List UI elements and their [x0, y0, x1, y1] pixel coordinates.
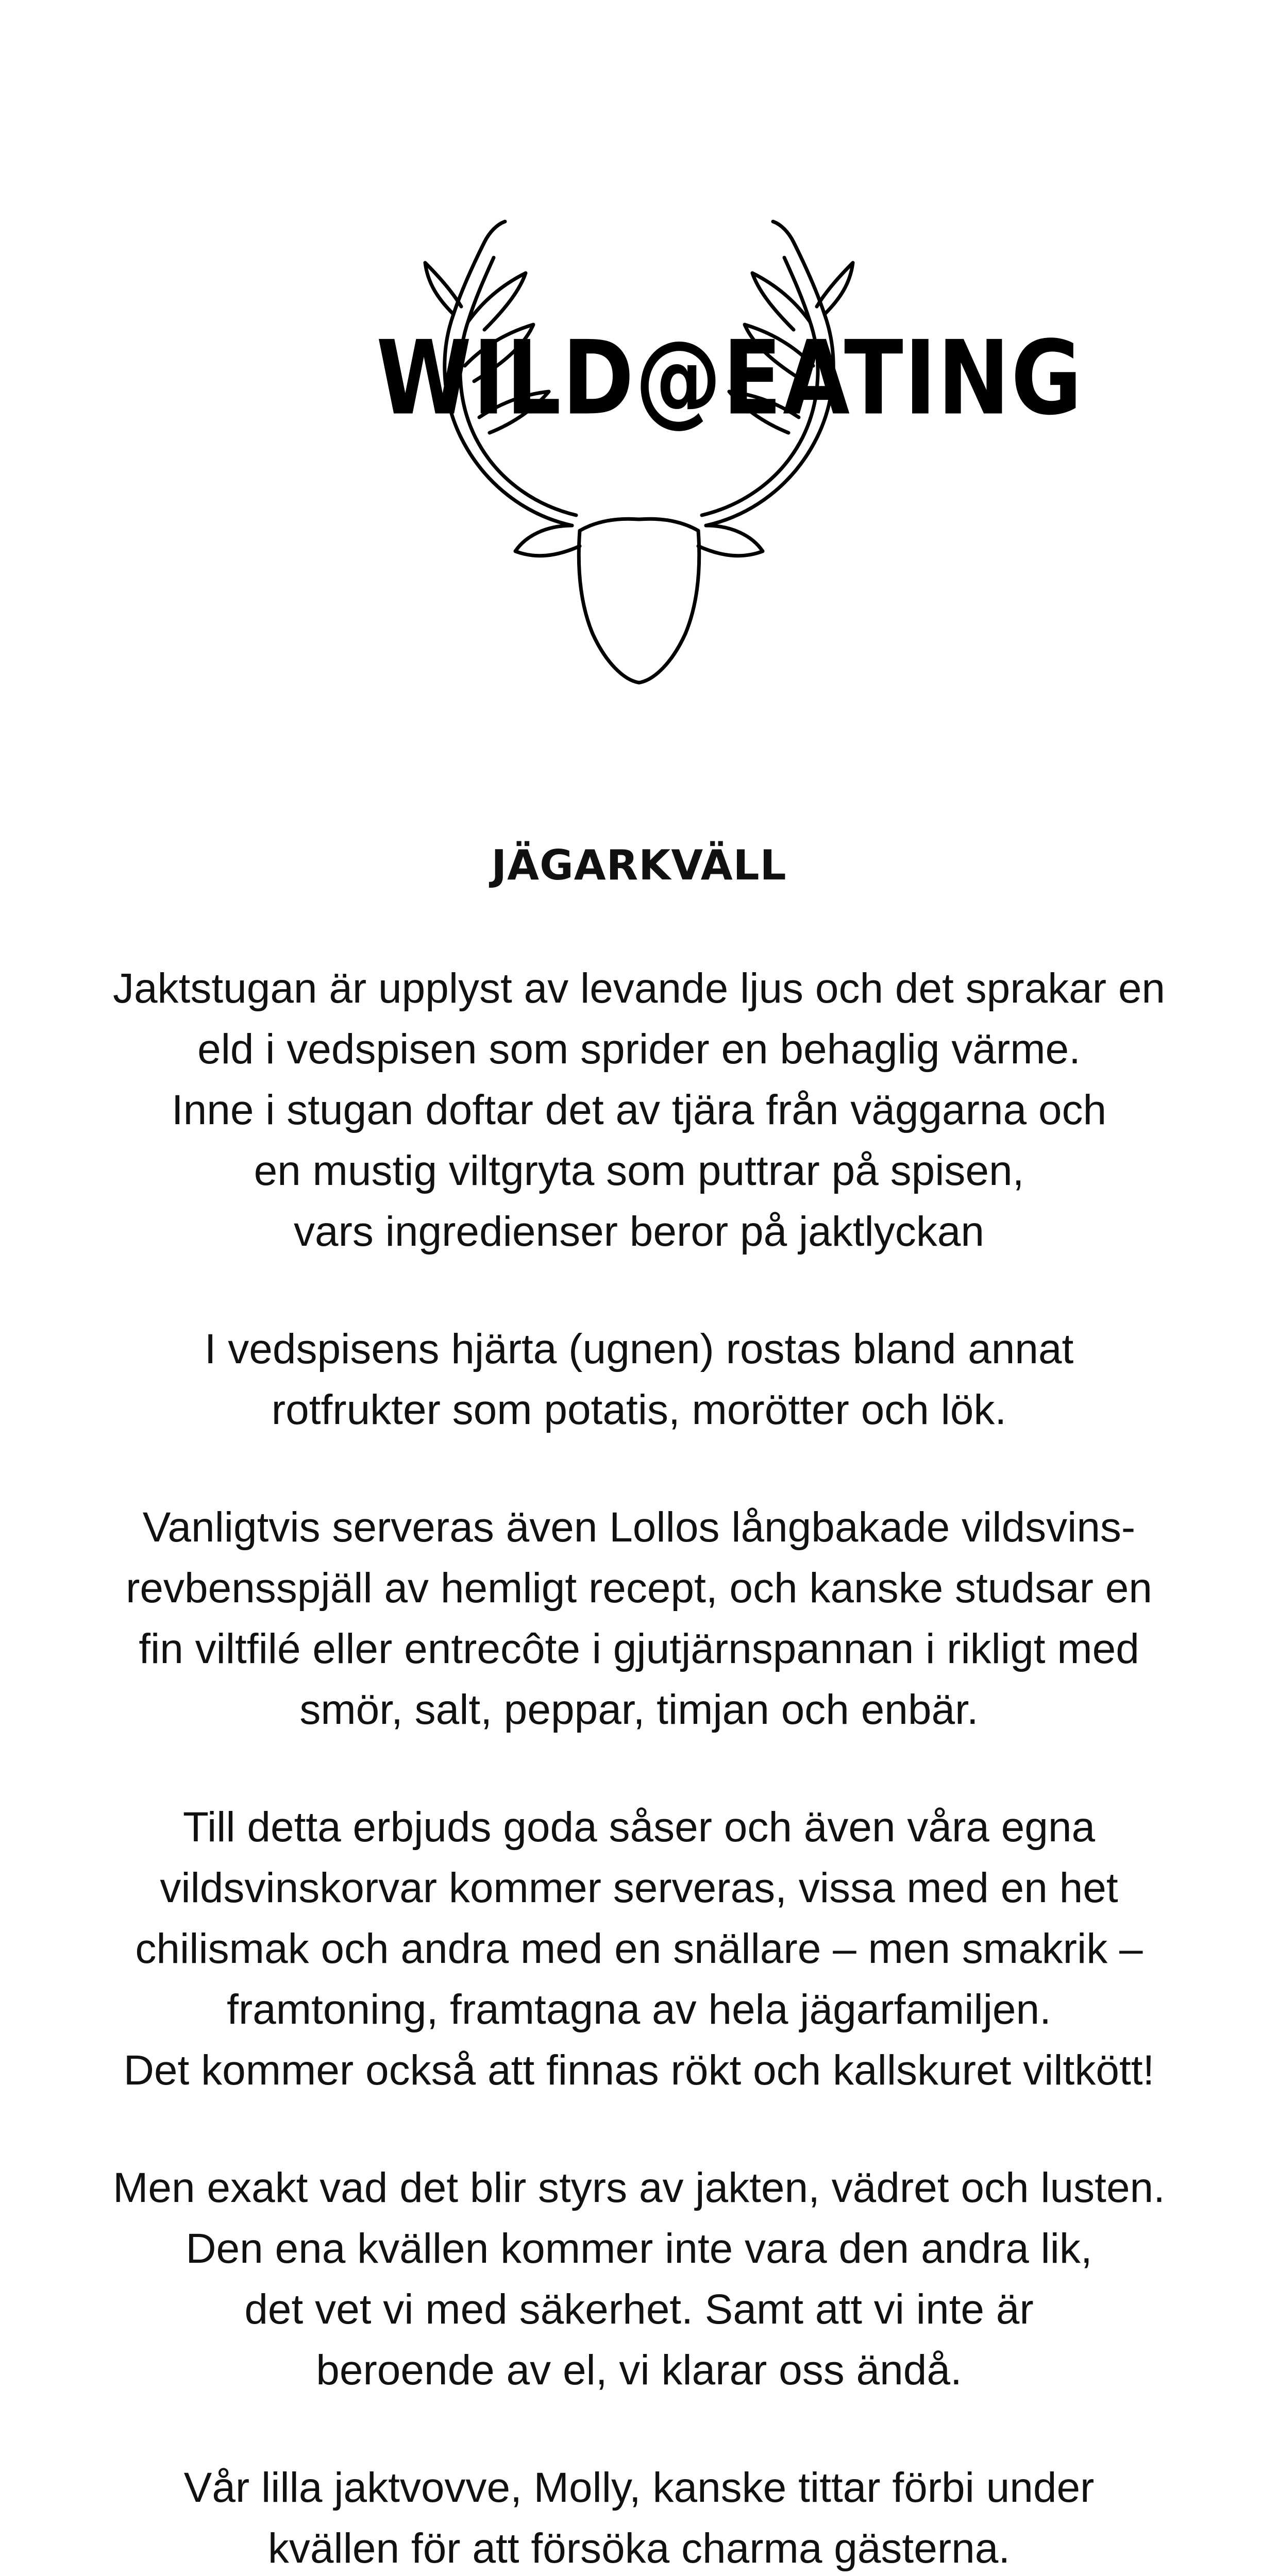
- text-line: revbensspjäll av hemligt recept, och kanske studsar en: [126, 1565, 1152, 1612]
- text-line: framtoning, framtagna av hela jägarfamiljen.: [227, 1986, 1051, 2033]
- text-line: rotfrukter som potatis, morötter och lök.: [271, 1386, 1007, 1433]
- text-line: smör, salt, peppar, timjan och enbär.: [299, 1686, 979, 1733]
- deer-head-antlers-icon: [330, 196, 1083, 701]
- text-line: chilismak och andra med en snällare – men smakrik –: [135, 1925, 1143, 1972]
- text-line: Vår lilla jaktvovve, Molly, kanske tittar förbi under: [183, 2464, 1095, 2511]
- text-line: kvällen för att försöka charma gästerna.: [267, 2525, 1011, 2572]
- brand-wordmark: WILD@EATING: [376, 318, 1083, 438]
- paragraph-dog: [72, 2458, 1206, 2576]
- text-line: Till detta erbjuds goda såser och även våra egna: [182, 1804, 1096, 1851]
- text-line: Inne i stugan doftar det av tjära från väggarna och: [171, 1087, 1107, 1133]
- page-title: JÄGARKVÄLL: [491, 841, 787, 889]
- text-line: Jaktstugan är upplyst av levande ljus och det sprakar en: [112, 965, 1166, 1012]
- text-line: eld i vedspisen som sprider en behaglig värme.: [197, 1026, 1081, 1073]
- body-text: [72, 958, 1206, 2576]
- text-line: beroende av el, vi klarar oss ändå.: [316, 2347, 962, 2394]
- text-line: vildsvinskorvar kommer serveras, vissa med en het: [160, 1865, 1118, 1911]
- text-line: Den ena kvällen kommer inte vara den andra lik,: [186, 2225, 1092, 2272]
- text-line: Det kommer också att finnas rökt och kallskuret viltkött!: [123, 2047, 1155, 2094]
- paragraph-oven: [72, 1319, 1206, 1440]
- text-line: Vanligtvis serveras även Lollos långbakade vildsvins-: [142, 1504, 1136, 1551]
- text-line: vars ingredienser beror på jaktlyckan: [294, 1208, 984, 1255]
- brand-logo: [330, 196, 1083, 701]
- text-line: fin viltfilé eller entrecôte i gjutjärnspannan i rikligt med: [139, 1625, 1139, 1672]
- text-line: en mustig viltgryta som puttrar på spisen,: [254, 1147, 1024, 1194]
- paragraph-hunt: [72, 2158, 1206, 2401]
- text-line: I vedspisens hjärta (ugnen) rostas bland annat: [204, 1326, 1074, 1372]
- paragraph-sides: [72, 1797, 1206, 2101]
- text-line: det vet vi med säkerhet. Samt att vi inte är: [244, 2286, 1034, 2333]
- text-line: Men exakt vad det blir styrs av jakten, vädret och lusten.: [113, 2164, 1165, 2211]
- paragraph-intro: [72, 958, 1206, 1262]
- paragraph-main-dishes: [72, 1497, 1206, 1740]
